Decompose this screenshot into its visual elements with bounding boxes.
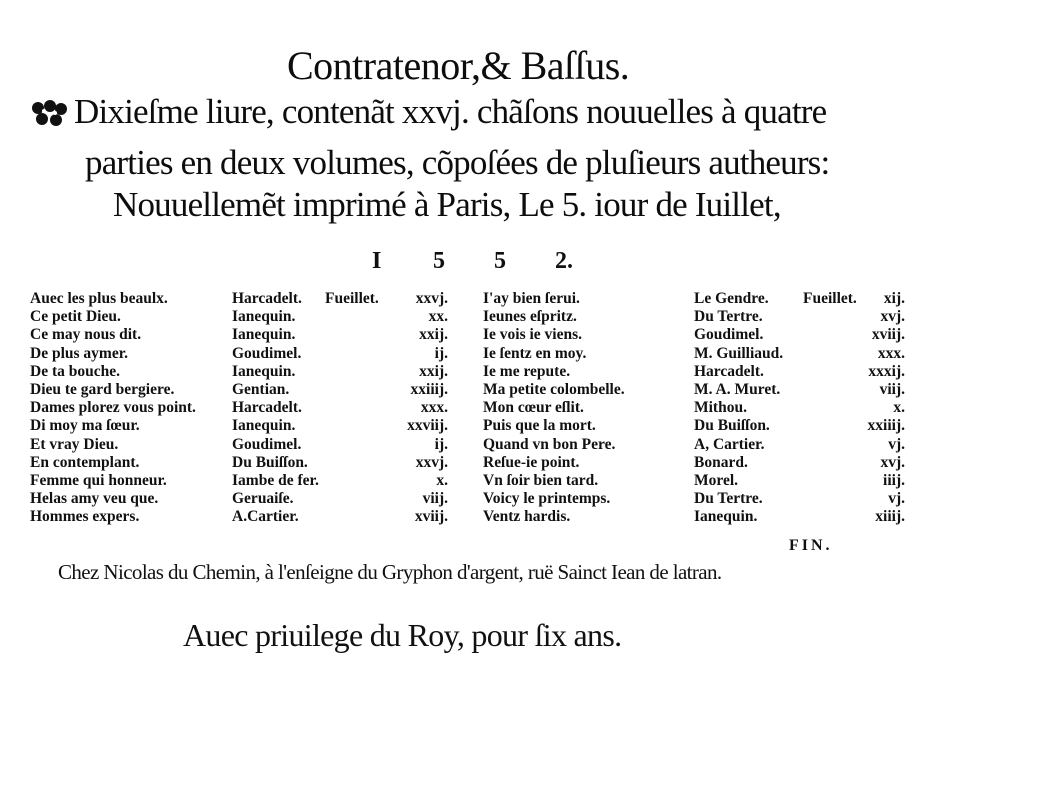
folio-number: xxvj. — [415, 453, 448, 471]
folio-number: xvj. — [880, 308, 905, 326]
folio-number: xiiij. — [875, 508, 905, 526]
contents-table-left — [30, 290, 448, 526]
folio-number: xxij. — [419, 326, 448, 344]
composer-name: M. A. Muret. — [694, 380, 781, 398]
song-title: I'ay bien ſerui. — [483, 290, 580, 307]
folio-number: xxiiij. — [410, 380, 448, 398]
table-row — [30, 436, 448, 454]
table-row — [483, 308, 905, 326]
year-digit: I — [372, 248, 382, 274]
table-row — [30, 399, 448, 417]
composer-name: Ianequin. — [232, 326, 296, 344]
table-row — [483, 508, 905, 526]
table-row — [30, 290, 448, 308]
composer-name: Ianequin. — [232, 308, 296, 326]
composer-name: A.Cartier. — [232, 508, 299, 526]
composer-name: Goudimel. — [232, 344, 302, 362]
song-title: Mon cœur eſlit. — [483, 399, 584, 417]
voice-part-title: Contratenor,& Baſſus. — [287, 43, 630, 88]
table-row — [483, 472, 905, 490]
table-row — [30, 490, 448, 508]
song-title: Ma petite colombelle. — [483, 380, 625, 398]
folio-label: Fueillet. — [325, 290, 379, 307]
book-title-line-2: parties en deux volumes, cõpoſées de pluſieurs autheurs: — [85, 143, 830, 182]
song-title: Reſue-ie point. — [483, 453, 580, 471]
composer-name: Morel. — [694, 471, 739, 489]
table-row — [483, 345, 905, 363]
year-digit: 5 — [494, 248, 506, 274]
song-title: Hommes expers. — [30, 508, 140, 526]
composer-name: A, Cartier. — [694, 435, 765, 453]
folio-number: xvj. — [880, 453, 905, 471]
song-title: De ta bouche. — [30, 362, 120, 380]
composer-name: Ianequin. — [232, 362, 296, 380]
song-title: Voicy le printemps. — [483, 490, 611, 508]
composer-name: Iambe de fer. — [232, 471, 319, 489]
folio-number: viij. — [879, 380, 905, 398]
folio-label: Fueillet. — [803, 290, 857, 307]
table-row — [30, 345, 448, 363]
song-title: Puis que la mort. — [483, 417, 596, 435]
song-title: En contemplant. — [30, 453, 140, 471]
table-row — [483, 399, 905, 417]
composer-name: Du Buiſſon. — [694, 417, 770, 435]
table-row — [30, 508, 448, 526]
song-title: Ie vois ie viens. — [483, 326, 583, 344]
composer-name: Harcadelt. — [694, 362, 764, 380]
composer-name: M. Guilliaud. — [694, 344, 784, 362]
song-title: Quand vn bon Pere. — [483, 435, 616, 453]
table-row — [30, 417, 448, 435]
composer-name: Le Gendre. — [694, 290, 769, 307]
table-row — [483, 417, 905, 435]
folio-number: vj. — [888, 490, 905, 508]
folio-number: vj. — [888, 435, 905, 453]
folio-number: xxiiij. — [867, 417, 905, 435]
song-title: Ce petit Dieu. — [30, 308, 121, 326]
composer-name: Du Tertre. — [694, 308, 763, 326]
composer-name: Geruaiſe. — [232, 490, 294, 508]
folio-number: ij. — [434, 435, 448, 453]
folio-number: xviij. — [871, 326, 905, 344]
folio-number: viij. — [422, 490, 448, 508]
composer-name: Harcadelt. — [232, 399, 302, 417]
table-row — [483, 454, 905, 472]
table-row — [483, 490, 905, 508]
table-row — [30, 381, 448, 399]
fin-mark: FIN. — [789, 537, 833, 554]
folio-number: x. — [893, 399, 905, 417]
composer-name: Gentian. — [232, 380, 290, 398]
song-title: Auec les plus beaulx. — [30, 290, 168, 307]
year-line — [372, 248, 616, 275]
composer-name: Goudimel. — [232, 435, 302, 453]
fleuron-ornament-icon — [30, 99, 70, 127]
table-row — [483, 290, 905, 308]
song-title: Di moy ma ſœur. — [30, 417, 140, 435]
table-row — [483, 381, 905, 399]
book-title-text-1: Dixieſme liure, contenãt xxvj. chãſons nouuelles à quatre — [74, 92, 827, 131]
song-title: Helas amy veu que. — [30, 490, 159, 508]
composer-name: Mithou. — [694, 399, 747, 417]
table-row — [483, 436, 905, 454]
song-title: Ie ſentz en moy. — [483, 344, 587, 362]
year-digit: 5 — [433, 248, 445, 274]
folio-number: xviij. — [414, 508, 448, 526]
composer-name: Ianequin. — [232, 417, 296, 435]
song-title: Dieu te gard bergiere. — [30, 380, 175, 398]
song-title: Vn ſoir bien tard. — [483, 471, 599, 489]
song-title: Et vray Dieu. — [30, 435, 119, 453]
folio-number: xxx. — [420, 399, 448, 417]
folio-number: xxxij. — [868, 362, 905, 380]
song-title: Dames plorez vous point. — [30, 399, 196, 417]
table-row — [30, 363, 448, 381]
composer-name: Harcadelt. — [232, 290, 302, 307]
folio-number: xxviij. — [407, 417, 448, 435]
song-title: Ieunes eſpritz. — [483, 308, 577, 326]
printer-imprint: Chez Nicolas du Chemin, à l'enſeigne du Gryphon d'argent, ruë Sainct Iean de latran. — [58, 560, 722, 584]
table-row — [483, 326, 905, 344]
composer-name: Goudimel. — [694, 326, 764, 344]
folio-number: xij. — [883, 290, 905, 307]
royal-privilege: Auec priuilege du Roy, pour ſix ans. — [183, 617, 622, 653]
table-row — [30, 326, 448, 344]
table-row — [30, 472, 448, 490]
book-title-line-1 — [30, 92, 826, 132]
folio-number: x. — [436, 471, 448, 489]
song-title: De plus aymer. — [30, 344, 129, 362]
contents-table-right — [483, 290, 905, 526]
folio-number: xxvj. — [415, 290, 448, 307]
song-title: Femme qui honneur. — [30, 471, 167, 489]
folio-number: xx. — [428, 308, 448, 326]
table-row — [483, 363, 905, 381]
song-title: Ce may nous dit. — [30, 326, 142, 344]
table-row — [30, 308, 448, 326]
song-title: Ventz hardis. — [483, 508, 571, 526]
folio-number: iiij. — [883, 471, 905, 489]
song-title: Ie me repute. — [483, 362, 571, 380]
table-row — [30, 454, 448, 472]
composer-name: Bonard. — [694, 453, 748, 471]
composer-name: Ianequin. — [694, 508, 758, 526]
folio-number: xxij. — [419, 362, 448, 380]
year-digit: 2. — [555, 248, 573, 274]
folio-number: ij. — [434, 344, 448, 362]
composer-name: Du Buiſſon. — [232, 453, 308, 471]
book-title-line-3: Nouuellemẽt imprimé à Paris, Le 5. iour de Iuillet, — [113, 185, 781, 224]
composer-name: Du Tertre. — [694, 490, 763, 508]
folio-number: xxx. — [877, 344, 905, 362]
